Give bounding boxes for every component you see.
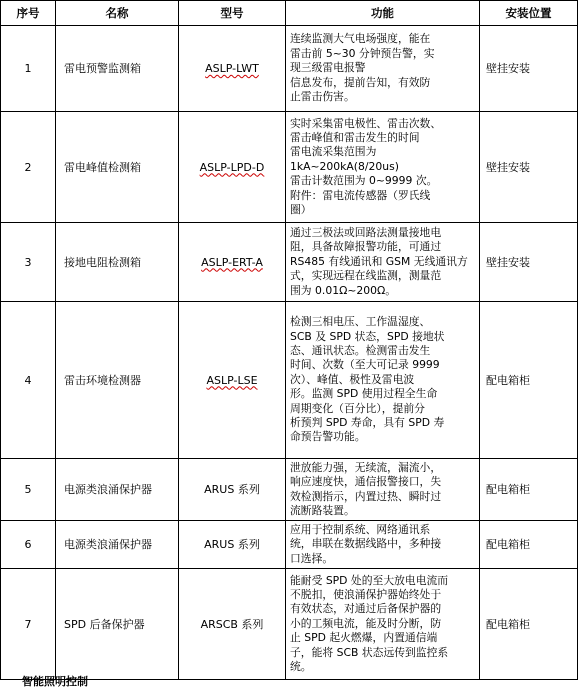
install-location: 配电箱柜: [480, 459, 578, 521]
product-model: ARUS 系列: [179, 459, 286, 521]
product-function: 实时采集雷电极性、雷击次数、 雷击峰值和雷击发生的时间 雷电流采集范围为 1kA~200kA(8/20us) 雷击计数范围为 0~9999 次。 附件：雷电流传感器（罗氏线 圈）: [286, 112, 480, 223]
product-model: ARUS 系列: [179, 521, 286, 569]
table-row: [1, 223, 578, 302]
product-function: 通过三极法或回路法测量接地电 阻，具备故障报警功能，可通过 RS485 有线通讯和 GSM 无线通讯方 式，实现远程在线监测，测量范 围为 0.01Ω~200Ω。: [286, 223, 480, 302]
table-row: [1, 112, 578, 223]
header-model: 型号: [179, 1, 286, 26]
install-location: 配电箱柜: [480, 569, 578, 680]
product-model: ASLP-ERT-A: [179, 223, 286, 302]
table-header-row: [1, 1, 578, 26]
row-number: 6: [1, 521, 56, 569]
product-name: SPD 后备保护器: [56, 569, 179, 680]
product-name: 电源类浪涌保护器: [56, 459, 179, 521]
product-name: 接地电阻检测箱: [56, 223, 179, 302]
row-number: 2: [1, 112, 56, 223]
product-name: 雷击环境检测器: [56, 302, 179, 459]
header-name: 名称: [56, 1, 179, 26]
install-location: 壁挂安装: [480, 223, 578, 302]
row-number: 4: [1, 302, 56, 459]
product-model: ASLP-LWT: [179, 26, 286, 112]
table-row: [1, 459, 578, 521]
install-location: 配电箱柜: [480, 521, 578, 569]
section-heading-cut: 智能照明控制: [22, 675, 88, 688]
row-number: 1: [1, 26, 56, 112]
product-name: 雷电峰值检测箱: [56, 112, 179, 223]
header-function: 功能: [286, 1, 480, 26]
table-row: [1, 302, 578, 459]
install-location: 配电箱柜: [480, 302, 578, 459]
header-no: 序号: [1, 1, 56, 26]
product-name: 电源类浪涌保护器: [56, 521, 179, 569]
product-model: ASLP-LPD-D: [179, 112, 286, 223]
product-function: 泄放能力强，无续流，漏流小， 响应速度快，通信报警接口，失 效检测指示，内置过热、瞬时过 流断路装置。: [286, 459, 480, 521]
row-number: 5: [1, 459, 56, 521]
product-function: 应用于控制系统、网络通讯系 统，串联在数据线路中，多种接 口选择。: [286, 521, 480, 569]
install-location: 壁挂安装: [480, 26, 578, 112]
product-function: 连续监测大气电场强度，能在 雷击前 5~30 分钟预告警，实 现三级雷电报警 信息发布，提前告知，有效防 止雷击伤害。: [286, 26, 480, 112]
row-number: 7: [1, 569, 56, 680]
product-name: 雷电预警监测箱: [56, 26, 179, 112]
product-function: 检测三相电压、工作温湿度、 SCB 及 SPD 状态，SPD 接地状 态、通讯状态。检测雷击发生 时间、次数（至大可记录 9999 次）、峰值、极性及雷电波 形。监测 SPD 使用过程全生命 周期变化（百分比），提前分 析预判 SPD 寿命，具有 SPD 寿 命预告警功能。: [286, 302, 480, 459]
table-row: [1, 521, 578, 569]
install-location: 壁挂安装: [480, 112, 578, 223]
header-location: 安装位置: [480, 1, 578, 26]
product-model: ARSCB 系列: [179, 569, 286, 680]
row-number: 3: [1, 223, 56, 302]
table-row: [1, 26, 578, 112]
table-row: [1, 569, 578, 680]
product-function: 能耐受 SPD 处的至大放电电流而 不脱扣，使浪涌保护器始终处于 有效状态，对通过后备保护器的 小的工频电流，能及时分断，防 止 SPD 起火燃爆，内置通信端 子，能将 SCB 状态远传到监控系 统。: [286, 569, 480, 680]
product-model: ASLP-LSE: [179, 302, 286, 459]
